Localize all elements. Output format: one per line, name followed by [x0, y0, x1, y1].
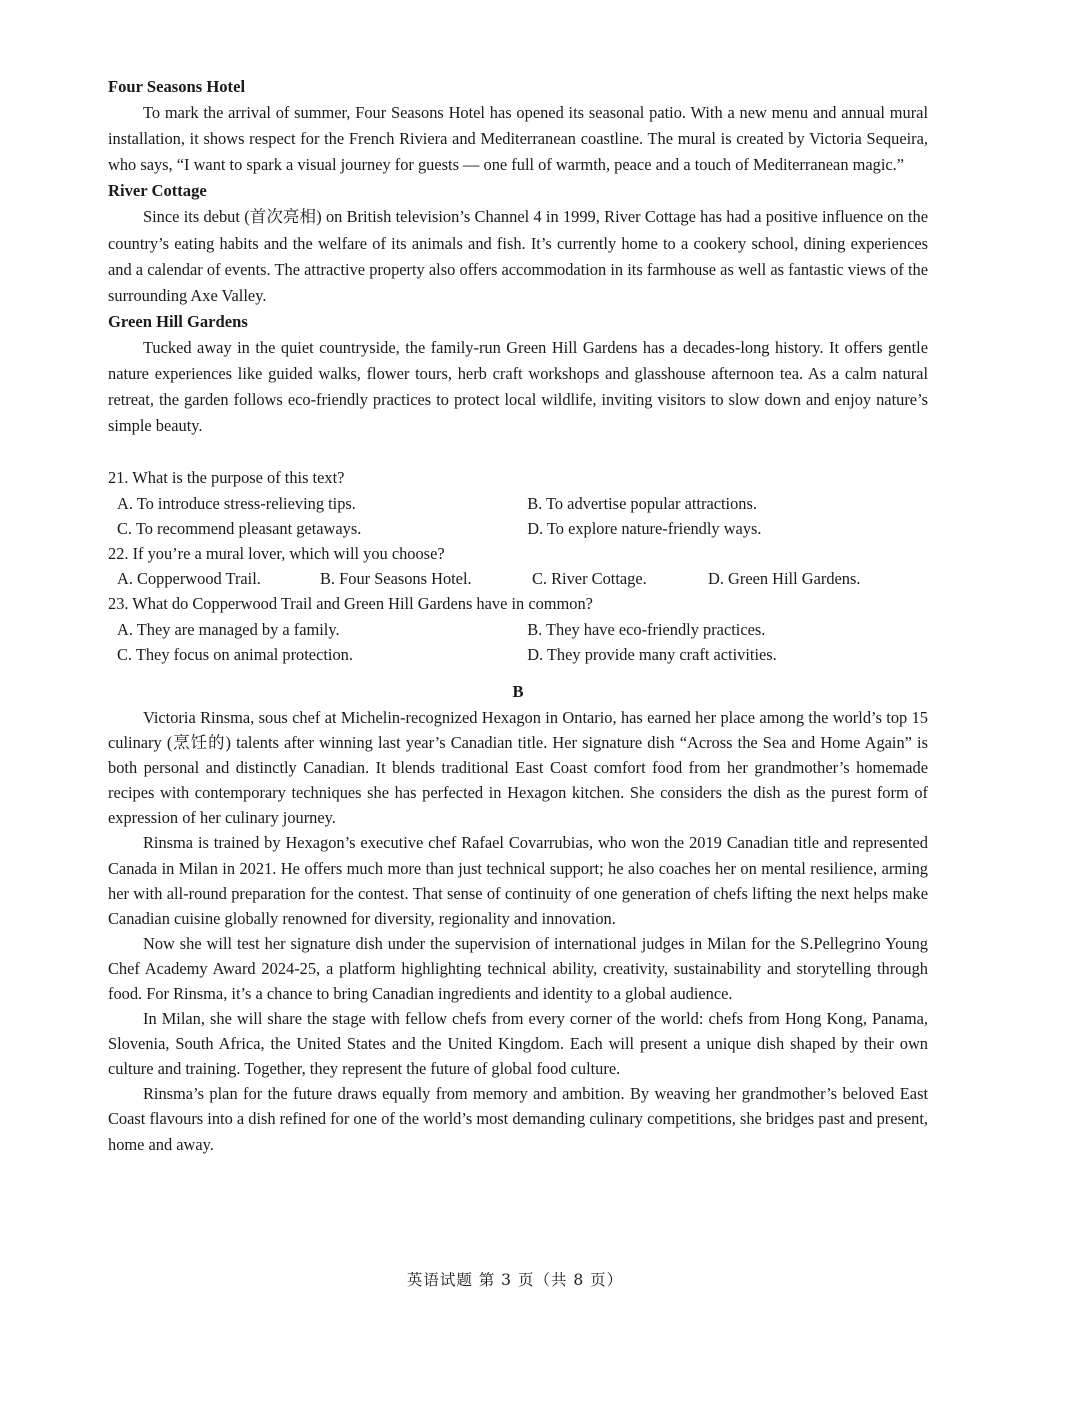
item-text-four-seasons: To mark the arrival of summer, Four Seasons Hotel has opened its seasonal patio. With a new menu and annual mural installation, it shows respect for the French Riviera and Mediterranean coastline. The mural is created by Victoria Sequeira, who says, “I want to spark a visual journey for guests — one full of warmth, peace and a touch of Mediterranean magic.”	[108, 103, 928, 175]
question-23	[108, 591, 928, 667]
item-text-river-cottage: Since its debut (首次亮相) on British television’s Channel 4 in 1999, River Cottage has had a positive influence on the country’s eating habits and the welfare of its animals and fish. It’s currently home to a cookery school, dining experiences and a calendar of events. The attractive property also offers accommodation in its farmhouse as well as fantastic views of the surrounding Axe Valley.	[108, 207, 928, 305]
passage-paragraph: Victoria Rinsma, sous chef at Michelin-recognized Hexagon in Ontario, has earned her place among the world’s top 15 culinary (烹饪的) talents after winning last year’s Canadian title. Her signature dish “Across the Sea and Home Again” is both personal and distinctly Canadian. It blends traditional East Coast comfort food from her grandmother’s homemade recipes with contemporary techniques she has perfected in Hexagon kitchen. She considers the dish as the purest form of expression of her culinary journey.	[108, 707, 928, 828]
question-21	[108, 465, 928, 541]
option-c: C. They focus on animal protection.	[117, 644, 353, 664]
option-a: A. Copperwood Trail.	[117, 569, 261, 589]
option-c: C. To recommend pleasant getaways.	[117, 518, 362, 538]
exam-page	[108, 74, 928, 1157]
question-stem: 23. What do Copperwood Trail and Green Hill Gardens have in common?	[108, 594, 593, 614]
option-c: C. River Cottage.	[532, 569, 647, 589]
passage-paragraph: Rinsma’s plan for the future draws equally from memory and ambition. By weaving her grandmother’s beloved East Coast flavours into a dish refined for one of the world’s most demanding culinary competitions, she bridges past and present, home and away.	[108, 1084, 928, 1154]
option-b: B. To advertise popular attractions.	[527, 493, 757, 513]
item-title-four-seasons: Four Seasons Hotel	[108, 77, 246, 96]
option-a: A. To introduce stress-relieving tips.	[117, 493, 356, 513]
page-footer: 英语试题 第 3 页（共 8 页）	[406, 1271, 624, 1289]
question-stem: 22. If you’re a mural lover, which will you choose?	[108, 543, 445, 563]
question-22	[108, 541, 928, 591]
item-title-river-cottage: River Cottage	[108, 181, 207, 201]
question-list	[108, 465, 928, 667]
option-b: B. Four Seasons Hotel.	[320, 569, 472, 589]
passage-paragraph: In Milan, she will share the stage with fellow chefs from every corner of the world: chefs from Hong Kong, Panama, Slovenia, South Africa, the United States and the United Kingdom. Each will present a unique dish shaped by their own culture and training. Together, they represent the future of global food culture.	[108, 1009, 928, 1079]
passage-paragraph: Now she will test her signature dish under the supervision of international judges in Milan for the S.Pellegrino Young Chef Academy Award 2024-25, a platform highlighting technical ability, creativity, sustainability and storytelling through food. For Rinsma, it’s a chance to bring Canadian ingredients and identity to a global audience.	[108, 933, 928, 1003]
option-b: B. They have eco-friendly practices.	[527, 619, 766, 639]
passage-paragraph: Rinsma is trained by Hexagon’s executive chef Rafael Covarrubias, who won the 2019 Canadian title and represented Canada in Milan in 2021. He offers much more than just technical support; he also coaches her on mental resilience, arming her with all-round preparation for the contest. That sense of continuity of one generation of chefs lifting the next helps make Canadian cuisine globally renowned for diversity, regionality and innovation.	[108, 833, 928, 928]
item-title-green-hill: Green Hill Gardens	[108, 311, 248, 331]
question-stem: 21. What is the purpose of this text?	[108, 468, 345, 488]
item-text-green-hill: Tucked away in the quiet countryside, the family-run Green Hill Gardens has a decades-long history. It offers gentle nature experiences like guided walks, flower tours, herb craft workshops and glasshouse afternoon tea. As a calm natural retreat, the garden follows eco-friendly practices to protect local wildlife, inviting visitors to slow down and enjoy nature’s simple beauty.	[108, 337, 928, 436]
section-label-b: B	[512, 681, 524, 701]
option-d: D. They provide many craft activities.	[527, 644, 777, 664]
option-d: D. Green Hill Gardens.	[708, 569, 861, 589]
option-a: A. They are managed by a family.	[117, 619, 340, 639]
part-a	[108, 74, 928, 439]
option-d: D. To explore nature-friendly ways.	[527, 518, 762, 538]
part-b	[108, 679, 928, 1157]
